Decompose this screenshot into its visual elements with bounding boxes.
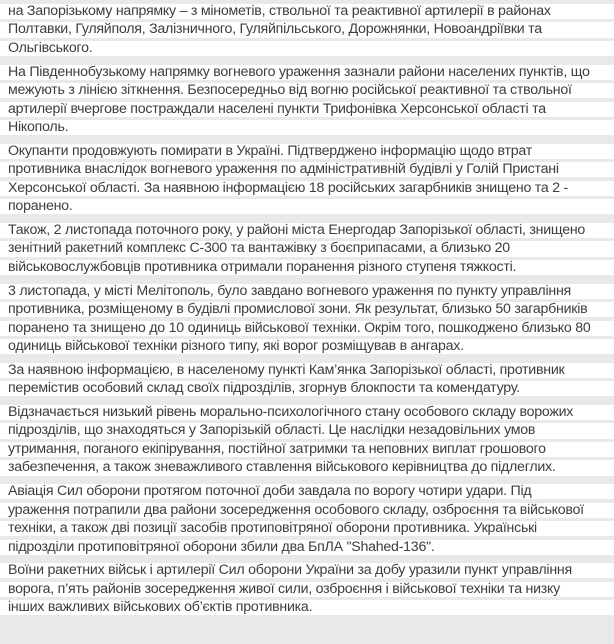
- text-line: утримання, поганого екіпірування, постійної затримки та неповних виплат грошового: [0, 442, 614, 457]
- text-line: На Південнобузькому напрямку вогневого ураження зазнали райони населених пунктів, що: [0, 65, 614, 80]
- text-line: За наявною інформацією, в населеному пункті Кам’янка Запорізької області, противник: [0, 363, 614, 378]
- paragraph: [0, 563, 614, 615]
- text-line: поранено.: [0, 199, 614, 214]
- text-line: межують з лінією зіткнення. Безпосередньо від вогню російської реактивної та ствольної: [0, 83, 614, 98]
- paragraph: [0, 405, 614, 476]
- text-line: Полтавки, Гуляйполя, Залізничного, Гуляйпільського, Дорожнянки, Новоандріївки та: [0, 22, 614, 37]
- paragraph: [0, 223, 614, 275]
- text-line: Також, 2 листопада поточного року, у районі міста Енергодар Запорізької області, знищено: [0, 223, 614, 238]
- text-line: на Запорізькому напрямку – з мінометів, ствольної та реактивної артилерії в районах: [0, 4, 614, 19]
- text-line: інших важливих військових об’єктів противника.: [0, 600, 614, 615]
- text-line: одиниць військової техніки різного типу, які ворог розміщував в ангарах.: [0, 339, 614, 354]
- document-body: [0, 4, 614, 615]
- text-line: перемістив особовий склад своїх підрозділів, згорнув блокпости та комендатуру.: [0, 381, 614, 396]
- text-line: Нікополь.: [0, 120, 614, 135]
- paragraph: [0, 4, 614, 56]
- paragraph: [0, 484, 614, 555]
- text-line: зенітний ракетний комплекс С-300 та вантажівку з боєприпасами, а близько 20: [0, 241, 614, 256]
- text-line: Відзначається низький рівень морально-психологічного стану особового складу ворожих: [0, 405, 614, 420]
- text-line: Авіація Сил оборони протягом поточної доби завдала по ворогу чотири удари. Під: [0, 484, 614, 499]
- text-line: підрозділів, що знаходяться у Запорізькій області. Це наслідки незадовільних умов: [0, 423, 614, 438]
- text-line: техніки, а також дві позиції засобів протиповітряної оборони противника. Українські: [0, 521, 614, 536]
- paragraph: [0, 65, 614, 136]
- text-line: ворога, п’ять районів зосередження живої сили, озброєння і військової техніки та низку: [0, 582, 614, 597]
- text-line: Херсонської області. За наявною інформацією 18 російських загарбників знищено та 2 -: [0, 181, 614, 196]
- text-line: противника внаслідок вогневого ураження по адміністративній будівлі у Голій Пристані: [0, 162, 614, 177]
- text-line: ураження потрапили два райони зосередження особового складу, озброєння та військової: [0, 503, 614, 518]
- text-line: 3 листопада, у місті Мелітополь, було завдано вогневого ураження по пункту управління: [0, 284, 614, 299]
- text-line: Окупанти продовжують помирати в Україні. Підтверджено інформацію щодо втрат: [0, 144, 614, 159]
- text-line: військовослужбовців противника отримали поранення різного ступеня тяжкості.: [0, 260, 614, 275]
- text-line: забезпечення, а також зневажливого ставлення військового керівництва до підлеглих.: [0, 460, 614, 475]
- text-line: Ольгівського.: [0, 41, 614, 56]
- text-line: противника, розміщеному в будівлі промислової зони. Як результат, близько 50 загарбників: [0, 302, 614, 317]
- paragraph: [0, 144, 614, 215]
- text-line: Воїни ракетних військ і артилерії Сил оборони України за добу уразили пункт управління: [0, 563, 614, 578]
- paragraph: [0, 363, 614, 397]
- text-line: поранено та знищено до 10 одиниць військової техніки. Окрім того, пошкоджено близько 80: [0, 321, 614, 336]
- text-line: підрозділи протиповітряної оборони збили два БпЛА "Shahed-136".: [0, 540, 614, 555]
- paragraph: [0, 284, 614, 355]
- text-line: артилерії вчергове постраждали населені пункти Трифонівка Херсонської області та: [0, 102, 614, 117]
